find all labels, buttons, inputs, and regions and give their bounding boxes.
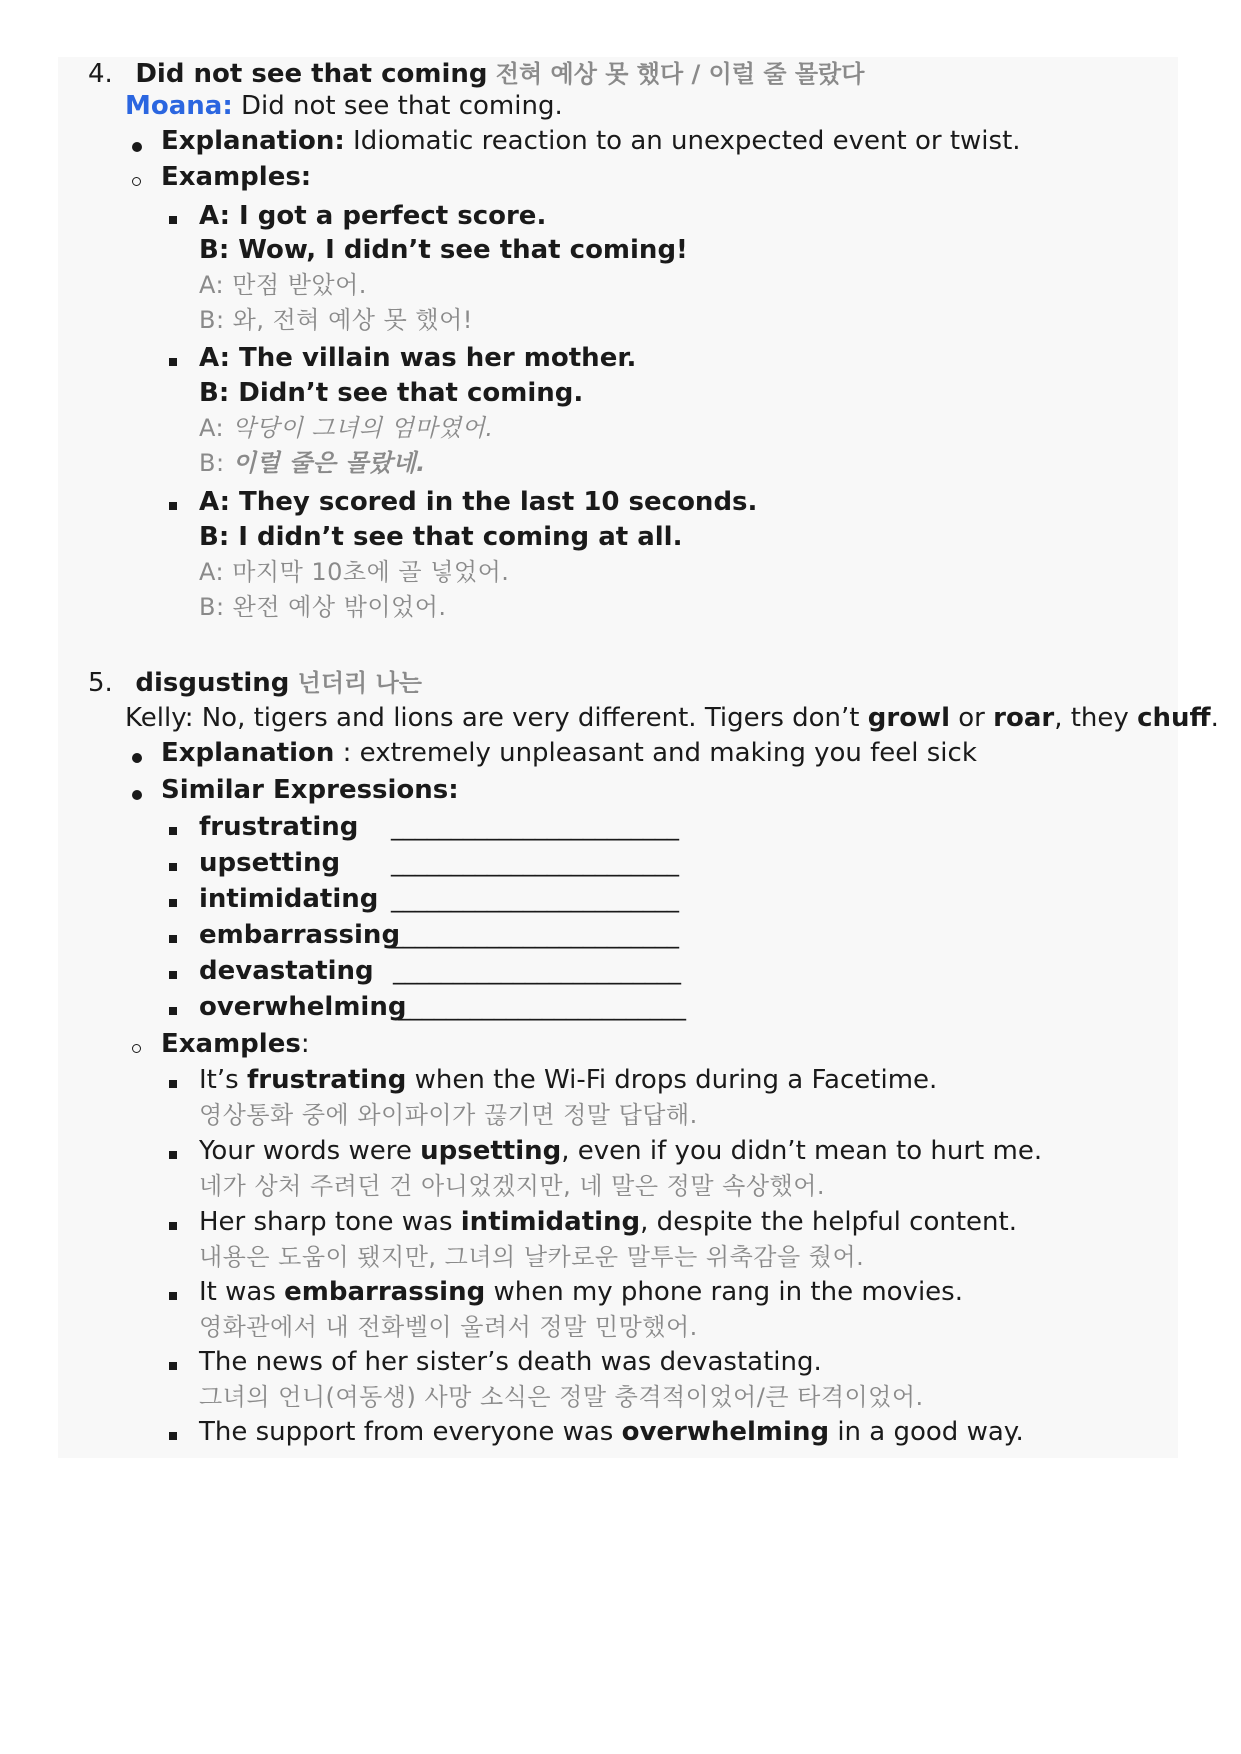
bullet-square-icon [169,358,177,366]
bullet-square-icon [169,1007,177,1015]
example-translation: 영화관에서 내 전화벨이 울려서 정말 민망했어. [199,1313,698,1341]
fill-in-blank[interactable]: ________________________ [391,921,679,949]
item5-explanation [161,735,977,771]
example-translation: B: 와, 전혀 예상 못 했어! [199,306,473,334]
bullet-square-icon [169,935,177,943]
bullet-square-icon [169,1292,177,1300]
fill-in-blank[interactable]: ________________________ [398,993,686,1021]
similar-word: overwhelming [199,992,407,1022]
similar-word: intimidating [199,884,379,914]
example-translation: A: 마지막 10초에 골 넣었어. [199,558,510,586]
example-translation: B: 완전 예상 밖이었어. [199,593,447,621]
item5-examples-label: Examples: [161,1029,310,1059]
example-translation: A: 만점 받았어. [199,271,367,299]
bullet-square-icon [169,1432,177,1440]
item4-quote [125,88,563,124]
fill-in-blank[interactable]: ________________________ [391,813,679,841]
keyword: growl [867,703,950,733]
bullet-square-icon [169,971,177,979]
bullet-circle-icon [132,177,141,186]
item4-title: Did not see that coming [135,59,488,89]
speaker-name: Moana: [125,91,233,121]
bullet-square-icon [169,1151,177,1159]
example-line: A: They scored in the last 10 seconds. [199,487,758,517]
example-line: The news of her sister’s death was devastating. [199,1347,822,1377]
item4-title-korean: 전혀 예상 못 했다 / 이럴 줄 몰랐다 [495,60,865,88]
item5-number: 5. [88,668,113,698]
similar-word: upsetting [199,848,341,878]
similar-word: embarrassing [199,920,401,950]
example-line: A: I got a perfect score. [199,201,547,231]
bullet-disc-icon [132,790,142,800]
similar-word: frustrating [199,812,359,842]
bullet-square-icon [169,502,177,510]
bullet-square-icon [169,1222,177,1230]
example-translation: 영상통화 중에 와이파이가 끊기면 정말 답답해. [199,1101,698,1129]
example-line: Her sharp tone was intimidating, despite the helpful content. [199,1207,1017,1237]
fill-in-blank[interactable]: ________________________ [391,849,679,877]
bullet-circle-icon [132,1044,141,1053]
explanation-label: Explanation: [161,126,345,156]
quote-text: Did not see that coming. [232,91,563,121]
fill-in-blank[interactable]: ________________________ [391,885,679,913]
keyword: roar [993,703,1055,733]
example-translation: 그녀의 언니(여동생) 사망 소식은 정말 충격적이었어/큰 타격이었어. [199,1383,924,1411]
bullet-square-icon [169,899,177,907]
item5-title-korean: 넌더리 나는 [297,669,422,697]
example-line: B: Wow, I didn’t see that coming! [199,235,688,265]
similar-word: devastating [199,956,374,986]
bullet-square-icon [169,1362,177,1370]
example-line: It’s frustrating when the Wi-Fi drops during a Facetime. [199,1065,938,1095]
item4-examples-label: Examples: [161,162,312,192]
item5-title: disgusting [135,668,290,698]
example-line: The support from everyone was overwhelming in a good way. [199,1417,1024,1447]
item5-heading [88,665,422,701]
example-line: A: The villain was her mother. [199,343,637,373]
bullet-disc-icon [132,142,142,152]
example-translation: 네가 상처 주려던 건 아니었겠지만, 네 말은 정말 속상했어. [199,1172,826,1200]
explanation-label: Explanation [161,738,335,768]
item4-explanation [161,123,1021,159]
bullet-square-icon [169,1080,177,1088]
item4-heading [88,56,864,92]
bullet-disc-icon [132,753,142,763]
example-translation: A: 악당이 그녀의 엄마였어. [199,414,494,442]
example-translation: 내용은 도움이 됐지만, 그녀의 날카로운 말투는 위축감을 줬어. [199,1243,865,1271]
example-line: B: I didn’t see that coming at all. [199,522,683,552]
fill-in-blank[interactable]: ________________________ [393,957,681,985]
explanation-text: : extremely unpleasant and making you feel sick [334,738,977,768]
example-line: B: Didn’t see that coming. [199,378,584,408]
item5-quote: Kelly: No, tigers and lions are very different. Tigers don’t growl or roar, they chuff. [125,703,1219,733]
bullet-square-icon [169,863,177,871]
item4-number: 4. [88,59,113,89]
example-translation: B: 이럴 줄은 몰랐네. [199,449,426,477]
bullet-square-icon [169,827,177,835]
bullet-square-icon [169,216,177,224]
example-line: It was embarrassing when my phone rang in the movies. [199,1277,963,1307]
similar-expressions-label: Similar Expressions: [161,775,459,805]
example-line: Your words were upsetting, even if you didn’t mean to hurt me. [199,1136,1043,1166]
explanation-text: Idiomatic reaction to an unexpected event or twist. [344,126,1021,156]
keyword: chuff [1137,703,1211,733]
